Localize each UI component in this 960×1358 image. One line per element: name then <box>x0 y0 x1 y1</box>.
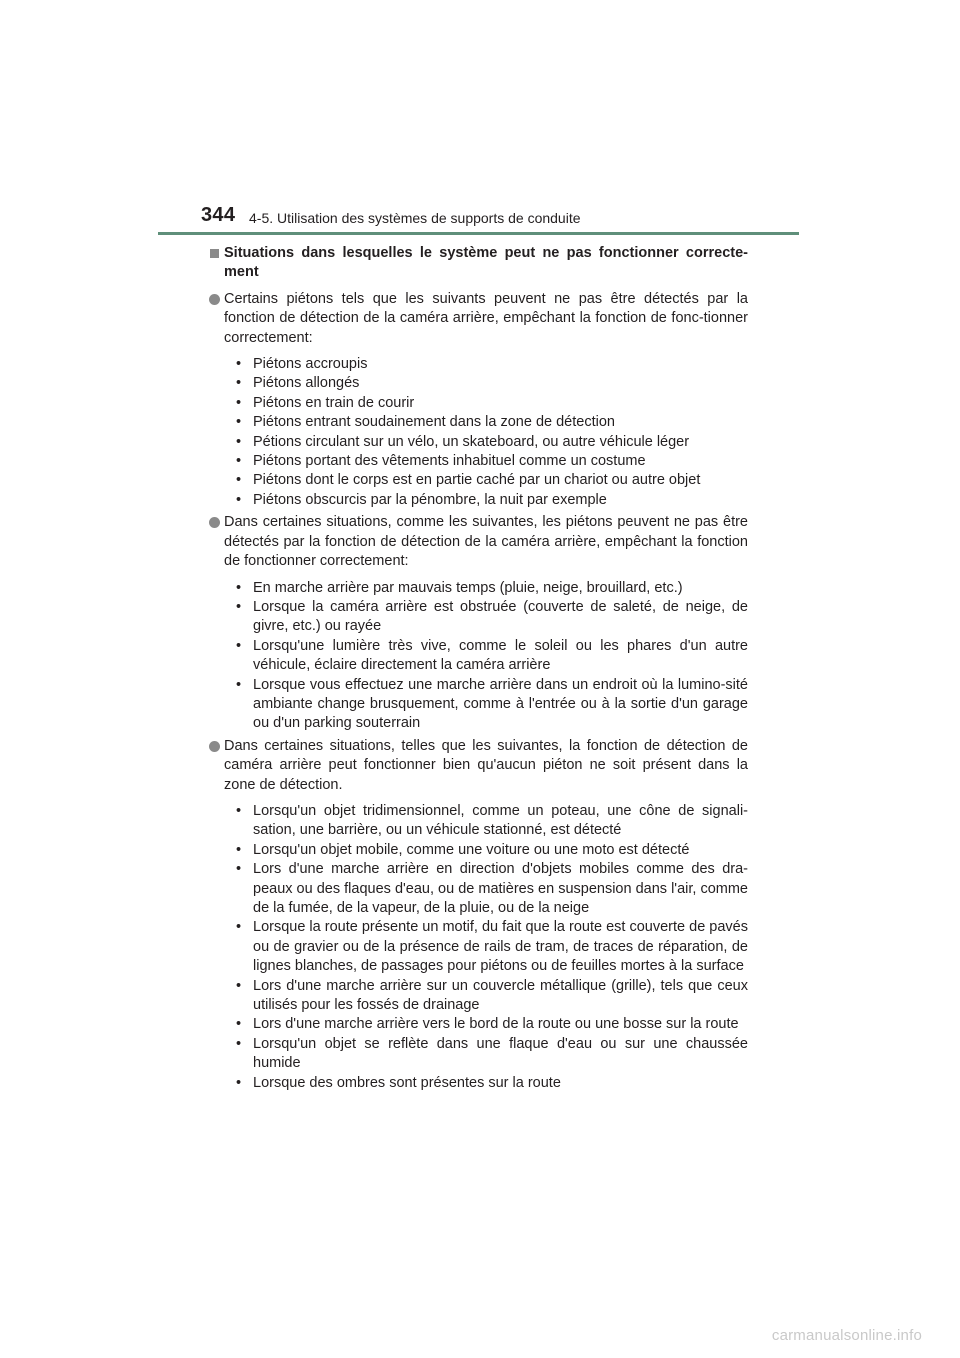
bullet-item: • Lorsque vous effectuez une marche arrière dans un endroit où la lumino-sité ambiante change brusquement, comme à l'entrée ou à la sortie d'un garage ou d'un parking souterrain <box>236 676 748 734</box>
bullet-item: • Lorsqu'un objet mobile, comme une voiture ou une moto est détecté <box>236 841 748 860</box>
body-paragraph <box>208 737 748 795</box>
page-header <box>0 0 960 240</box>
section-heading <box>208 244 748 283</box>
bullet-item: • Piétons en train de courir <box>236 394 748 413</box>
bullet-item: • Piétons portant des vêtements inhabituel comme un costume <box>236 452 748 471</box>
square-bullet-icon <box>210 249 219 258</box>
section-heading-text: Situations dans lesquelles le système peut ne pas fonctionner correcte-ment <box>224 245 748 281</box>
body-paragraph-text: Certains piétons tels que les suivants peuvent ne pas être détectés par la fonction de détection de la caméra arrière, empêchant la fonction de fonc-tionner correctement: <box>224 290 748 346</box>
bullet-item: • Lorsqu'un objet tridimensionnel, comme un poteau, une cône de signali-sation, une barrière, ou un véhicule stationné, est détecté <box>236 802 748 841</box>
bullet-item: • Lorsque la caméra arrière est obstruée (couverte de saleté, de neige, de givre, etc.) ou rayée <box>236 598 748 637</box>
bullet-item: • Lors d'une marche arrière en direction d'objets mobiles comme des dra-peaux ou des flaques d'eau, ou de matières en suspension dans l'air, comme de la fumée, de la vapeur, de la pluie, ou de la neige <box>236 860 748 918</box>
bullet-item: • Piétons allongés <box>236 374 748 393</box>
content-block <box>208 290 748 510</box>
bullet-item: • Piétons accroupis <box>236 355 748 374</box>
paragraph-list <box>208 290 748 1093</box>
body-paragraph-text: Dans certaines situations, telles que les suivantes, la fonction de détection de caméra arrière peut fonctionner bien qu'aucun piéton ne soit présent dans la zone de détection. <box>224 737 748 793</box>
circle-bullet-icon <box>209 741 220 752</box>
bullet-item: • Lorsqu'une lumière très vive, comme le soleil ou les phares d'un autre véhicule, éclaire directement la caméra arrière <box>236 637 748 676</box>
circle-bullet-icon <box>209 294 220 305</box>
bullet-item: • Piétons entrant soudainement dans la zone de détection <box>236 413 748 432</box>
bullet-item: • Lorsqu'un objet se reflète dans une flaque d'eau ou sur une chaussée humide <box>236 1035 748 1074</box>
page-number: 344 <box>201 204 236 226</box>
page-content <box>208 244 748 1096</box>
bullet-item: • Lorsque la route présente un motif, du fait que la route est couverte de pavés ou de gravier ou de la présence de rails de tram, de traces de réparation, de lignes blanches, de passages pour piétons ou de feuilles mortes à la surface <box>236 918 748 976</box>
bullet-item: • En marche arrière par mauvais temps (pluie, neige, brouillard, etc.) <box>236 579 748 598</box>
bullet-item: • Piétons dont le corps est en partie caché par un chariot ou autre objet <box>236 471 748 490</box>
content-block <box>208 737 748 1093</box>
content-block <box>208 513 748 733</box>
body-paragraph-text: Dans certaines situations, comme les suivantes, les piétons peuvent ne pas être détectés par la fonction de détection de la caméra arrière, empêchant la fonction de fonctionner correctement: <box>224 514 748 570</box>
body-paragraph <box>208 513 748 571</box>
bullet-list <box>208 579 748 734</box>
section-title: 4-5. Utilisation des systèmes de supports de conduite <box>249 210 581 226</box>
body-paragraph <box>208 290 748 348</box>
bullet-item: • Piétons obscurcis par la pénombre, la nuit par exemple <box>236 491 748 510</box>
bullet-list <box>208 802 748 1093</box>
watermark: carmanualsonline.info <box>771 1327 922 1344</box>
bullet-item: • Pétions circulant sur un vélo, un skateboard, ou autre véhicule léger <box>236 433 748 452</box>
bullet-item: • Lors d'une marche arrière sur un couvercle métallique (grille), tels que ceux utilisés pour les fossés de drainage <box>236 977 748 1016</box>
circle-bullet-icon <box>209 517 220 528</box>
header-divider <box>158 232 799 235</box>
bullet-list <box>208 355 748 510</box>
bullet-item: • Lorsque des ombres sont présentes sur la route <box>236 1074 748 1093</box>
bullet-item: • Lors d'une marche arrière vers le bord de la route ou une bosse sur la route <box>236 1015 748 1034</box>
